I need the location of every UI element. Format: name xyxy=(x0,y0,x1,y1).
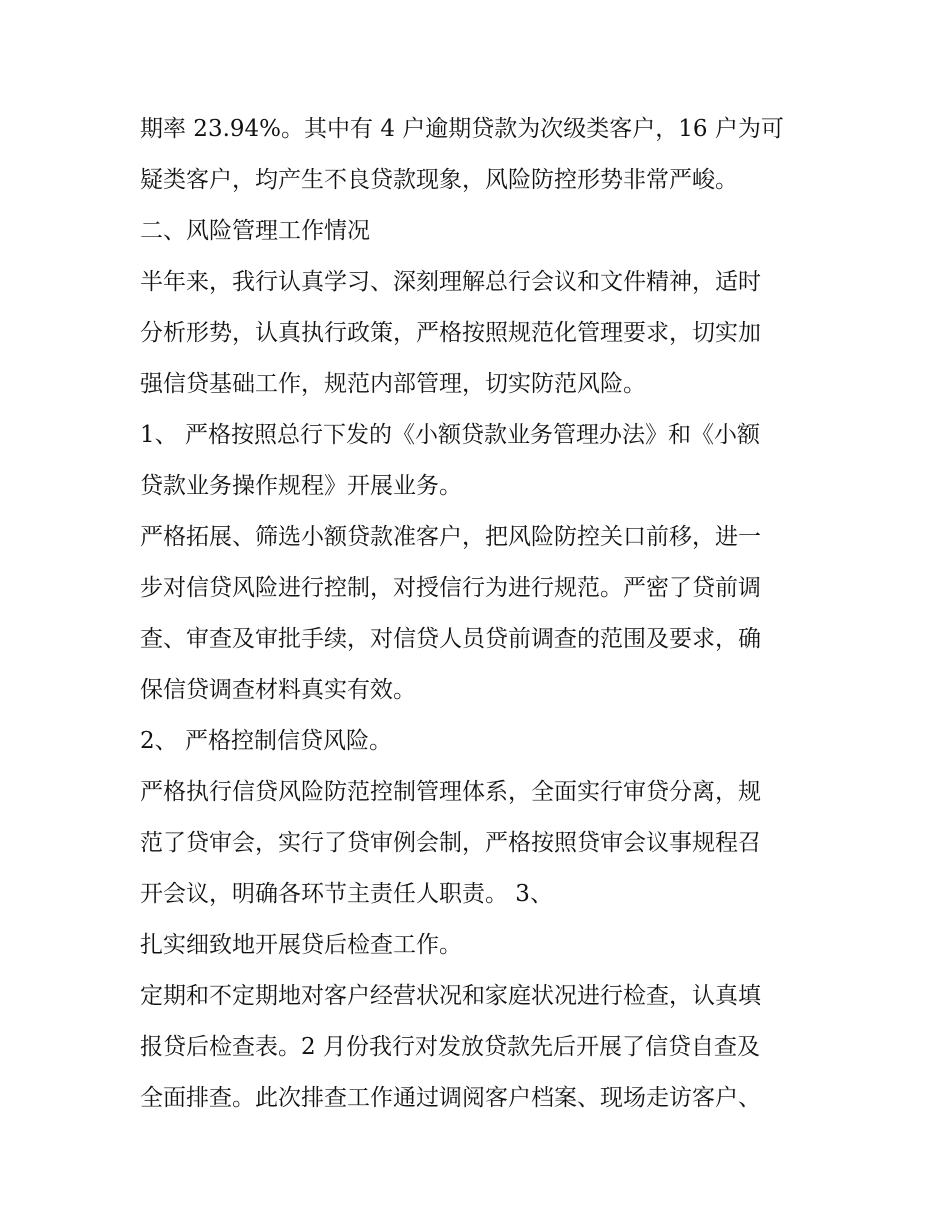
text-line: 半年来，我行认真学习、深刻理解总行会议和文件精神，适时 xyxy=(140,269,761,295)
text-line: 分析形势，认真执行政策，严格按照规范化管理要求，切实加 xyxy=(140,320,761,346)
text-line: 报贷后检查表。2 月份我行对发放贷款先后开展了信贷自查及 xyxy=(140,1034,760,1060)
list-item-heading: 2、 严格控制信贷风险。 xyxy=(140,728,392,754)
text-line: 保信贷调查材料真实有效。 xyxy=(140,677,416,703)
text-line: 严格拓展、筛选小额贷款准客户，把风险防控关口前移，进一 xyxy=(140,524,761,550)
text-line: 严格执行信贷风险防范控制管理体系，全面实行审贷分离，规 xyxy=(140,779,761,805)
text-line: 开会议，明确各环节主责任人职责。 3、 xyxy=(140,881,553,907)
section-heading: 二、风险管理工作情况 xyxy=(140,218,370,244)
list-item-heading: 1、 严格按照总行下发的《小额贷款业务管理办法》和《小额 xyxy=(140,422,760,448)
document-body xyxy=(140,104,830,1124)
text-line: 定期和不定期地对客户经营状况和家庭状况进行检查，认真填 xyxy=(140,983,761,1009)
text-line: 疑类客户，均产生不良贷款现象，风险防控形势非常严峻。 xyxy=(140,167,738,193)
text-line: 查、审查及审批手续，对信贷人员贷前调查的范围及要求，确 xyxy=(140,626,761,652)
text-line: 扎实细致地开展贷后检查工作。 xyxy=(140,932,462,958)
text-line: 贷款业务操作规程》开展业务。 xyxy=(140,473,462,499)
text-line: 步对信贷风险进行控制，对授信行为进行规范。严密了贷前调 xyxy=(140,575,761,601)
text-line: 全面排查。此次排查工作通过调阅客户档案、现场走访客户、 xyxy=(140,1085,761,1111)
text-line: 期率 23.94%。其中有 4 户逾期贷款为次级类客户，16 户为可 xyxy=(140,116,784,142)
text-line: 范了贷审会，实行了贷审例会制，严格按照贷审会议事规程召 xyxy=(140,830,761,856)
text-line: 强信贷基础工作，规范内部管理，切实防范风险。 xyxy=(140,371,646,397)
